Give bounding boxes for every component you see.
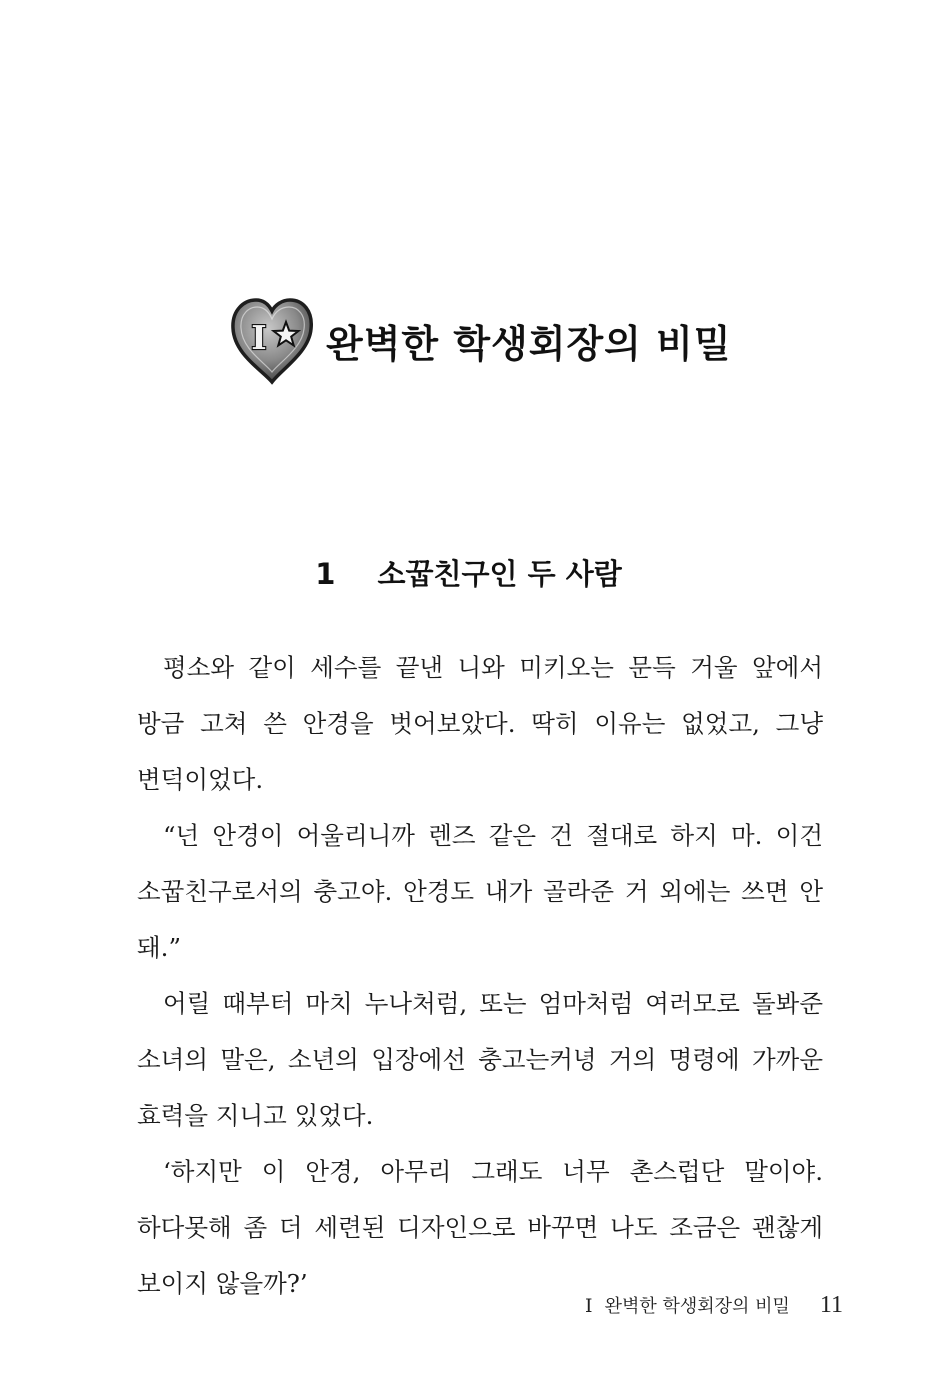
section-title: 소꿉친구인 두 사람: [377, 557, 622, 591]
section-number: 1: [315, 557, 336, 591]
paragraph: 평소와 같이 세수를 끝낸 니와 미키오는 문득 거울 앞에서 방금 고쳐 쓴 안경을 벗어보았다. 딱히 이유는 없었고, 그냥 변덕이었다.: [137, 653, 823, 794]
page-number: 11: [819, 1292, 843, 1318]
chapter-heading: [228, 290, 732, 390]
chapter-title: 완벽한 학생회장의 비밀: [326, 321, 732, 366]
section-heading: [0, 552, 937, 593]
paragraph: “넌 안경이 어울리니까 렌즈 같은 건 절대로 하지 마. 이건 소꿉친구로서의 충고야. 안경도 내가 골라준 거 외에는 쓰면 안 돼.”: [137, 821, 823, 962]
svg-text:I: I: [251, 318, 267, 357]
paragraph: 어릴 때부터 마치 누나처럼, 또는 엄마처럼 여러모로 돌봐준 소녀의 말은, 소년의 입장에선 충고는커녕 거의 명령에 가까운 효력을 지니고 있었다.: [137, 989, 823, 1130]
body-text: [137, 640, 823, 1312]
footer-chapter-title: 완벽한 학생회장의 비밀: [604, 1296, 790, 1317]
heart-star-emblem-icon: [228, 292, 316, 388]
footer-part-numeral: I: [585, 1295, 593, 1317]
running-footer: [585, 1292, 843, 1319]
paragraph: ‘하지만 이 안경, 아무리 그래도 너무 촌스럽단 말이야. 하다못해 좀 더 세련된 디자인으로 바꾸면 나도 조금은 괜찮게 보이지 않을까?’: [137, 1157, 823, 1298]
